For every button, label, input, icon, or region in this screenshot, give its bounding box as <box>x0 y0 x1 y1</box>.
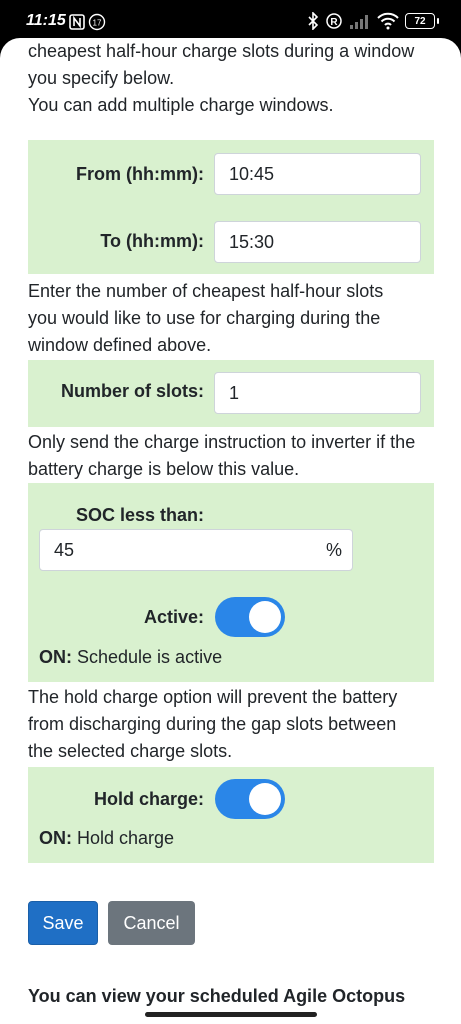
footer-heading: You can view your scheduled Agile Octopus <box>28 986 406 1006</box>
intro-line-3: You can add multiple charge windows. <box>28 95 334 115</box>
wifi-icon <box>377 12 399 30</box>
active-label: Active: <box>143 607 204 627</box>
hold-label: Hold charge: <box>93 789 204 809</box>
hold-text <box>28 684 397 765</box>
active-status <box>39 647 222 668</box>
home-indicator[interactable] <box>145 1012 317 1017</box>
soc-text <box>28 429 415 483</box>
from-time-input[interactable]: 10:45 <box>214 153 421 195</box>
intro-line-2: you specify below. <box>28 68 175 88</box>
slots-text <box>28 278 383 359</box>
notification-badge-icon <box>88 13 106 31</box>
registered-icon <box>325 12 343 30</box>
hold-status-desc: Hold charge <box>72 828 175 848</box>
active-toggle-knob <box>249 601 281 633</box>
soc-text-line-1: Only send the charge instruction to inverter if the <box>28 432 416 452</box>
soc-label: SOC less than: <box>75 505 204 525</box>
slots-text-line-1: Enter the number of cheapest half-hour slots <box>28 281 384 301</box>
signal-icon <box>349 13 371 29</box>
slots-text-line-3: window defined above. <box>28 335 212 355</box>
soc-input-value: 45 <box>54 540 75 560</box>
hold-toggle-knob <box>249 783 281 815</box>
hold-status-state: ON: <box>39 828 72 848</box>
slots-input[interactable]: 1 <box>214 372 421 414</box>
hold-text-line-3: the selected charge slots. <box>28 741 233 761</box>
soc-text-line-2: battery charge is below this value. <box>28 459 300 479</box>
charge-window-panel <box>28 140 434 274</box>
active-status-desc: Schedule is active <box>72 647 223 667</box>
intro-text <box>28 38 414 119</box>
hold-toggle[interactable] <box>215 779 285 819</box>
battery-icon <box>405 13 435 29</box>
save-button[interactable]: Save <box>28 901 98 945</box>
svg-text:17: 17 <box>92 18 102 28</box>
page <box>0 38 461 1024</box>
hold-panel <box>28 767 434 863</box>
svg-text:R: R <box>330 17 338 28</box>
soc-unit: % <box>325 540 342 560</box>
active-status-state: ON: <box>39 647 72 667</box>
intro-line-1: cheapest half-hour charge slots during a window <box>28 41 415 61</box>
to-label: To (hh:mm): <box>100 231 204 251</box>
soc-input[interactable] <box>39 529 353 571</box>
slots-panel <box>28 360 434 427</box>
battery-level: 72 <box>414 15 426 27</box>
slots-text-line-2: you would like to use for charging during the <box>28 308 381 328</box>
to-time-input[interactable]: 15:30 <box>214 221 421 263</box>
cancel-button[interactable]: Cancel <box>108 901 195 945</box>
bluetooth-icon <box>307 12 319 30</box>
hold-text-line-2: from discharging during the gap slots between <box>28 714 397 734</box>
active-toggle[interactable] <box>215 597 285 637</box>
nfc-icon <box>68 13 86 31</box>
status-icons <box>307 12 435 30</box>
soc-panel <box>28 483 434 682</box>
status-time: 11:15 <box>26 12 66 29</box>
hold-status <box>39 828 174 849</box>
from-label: From (hh:mm): <box>76 164 204 184</box>
hold-text-line-1: The hold charge option will prevent the battery <box>28 687 398 707</box>
slots-label: Number of slots: <box>60 381 204 401</box>
